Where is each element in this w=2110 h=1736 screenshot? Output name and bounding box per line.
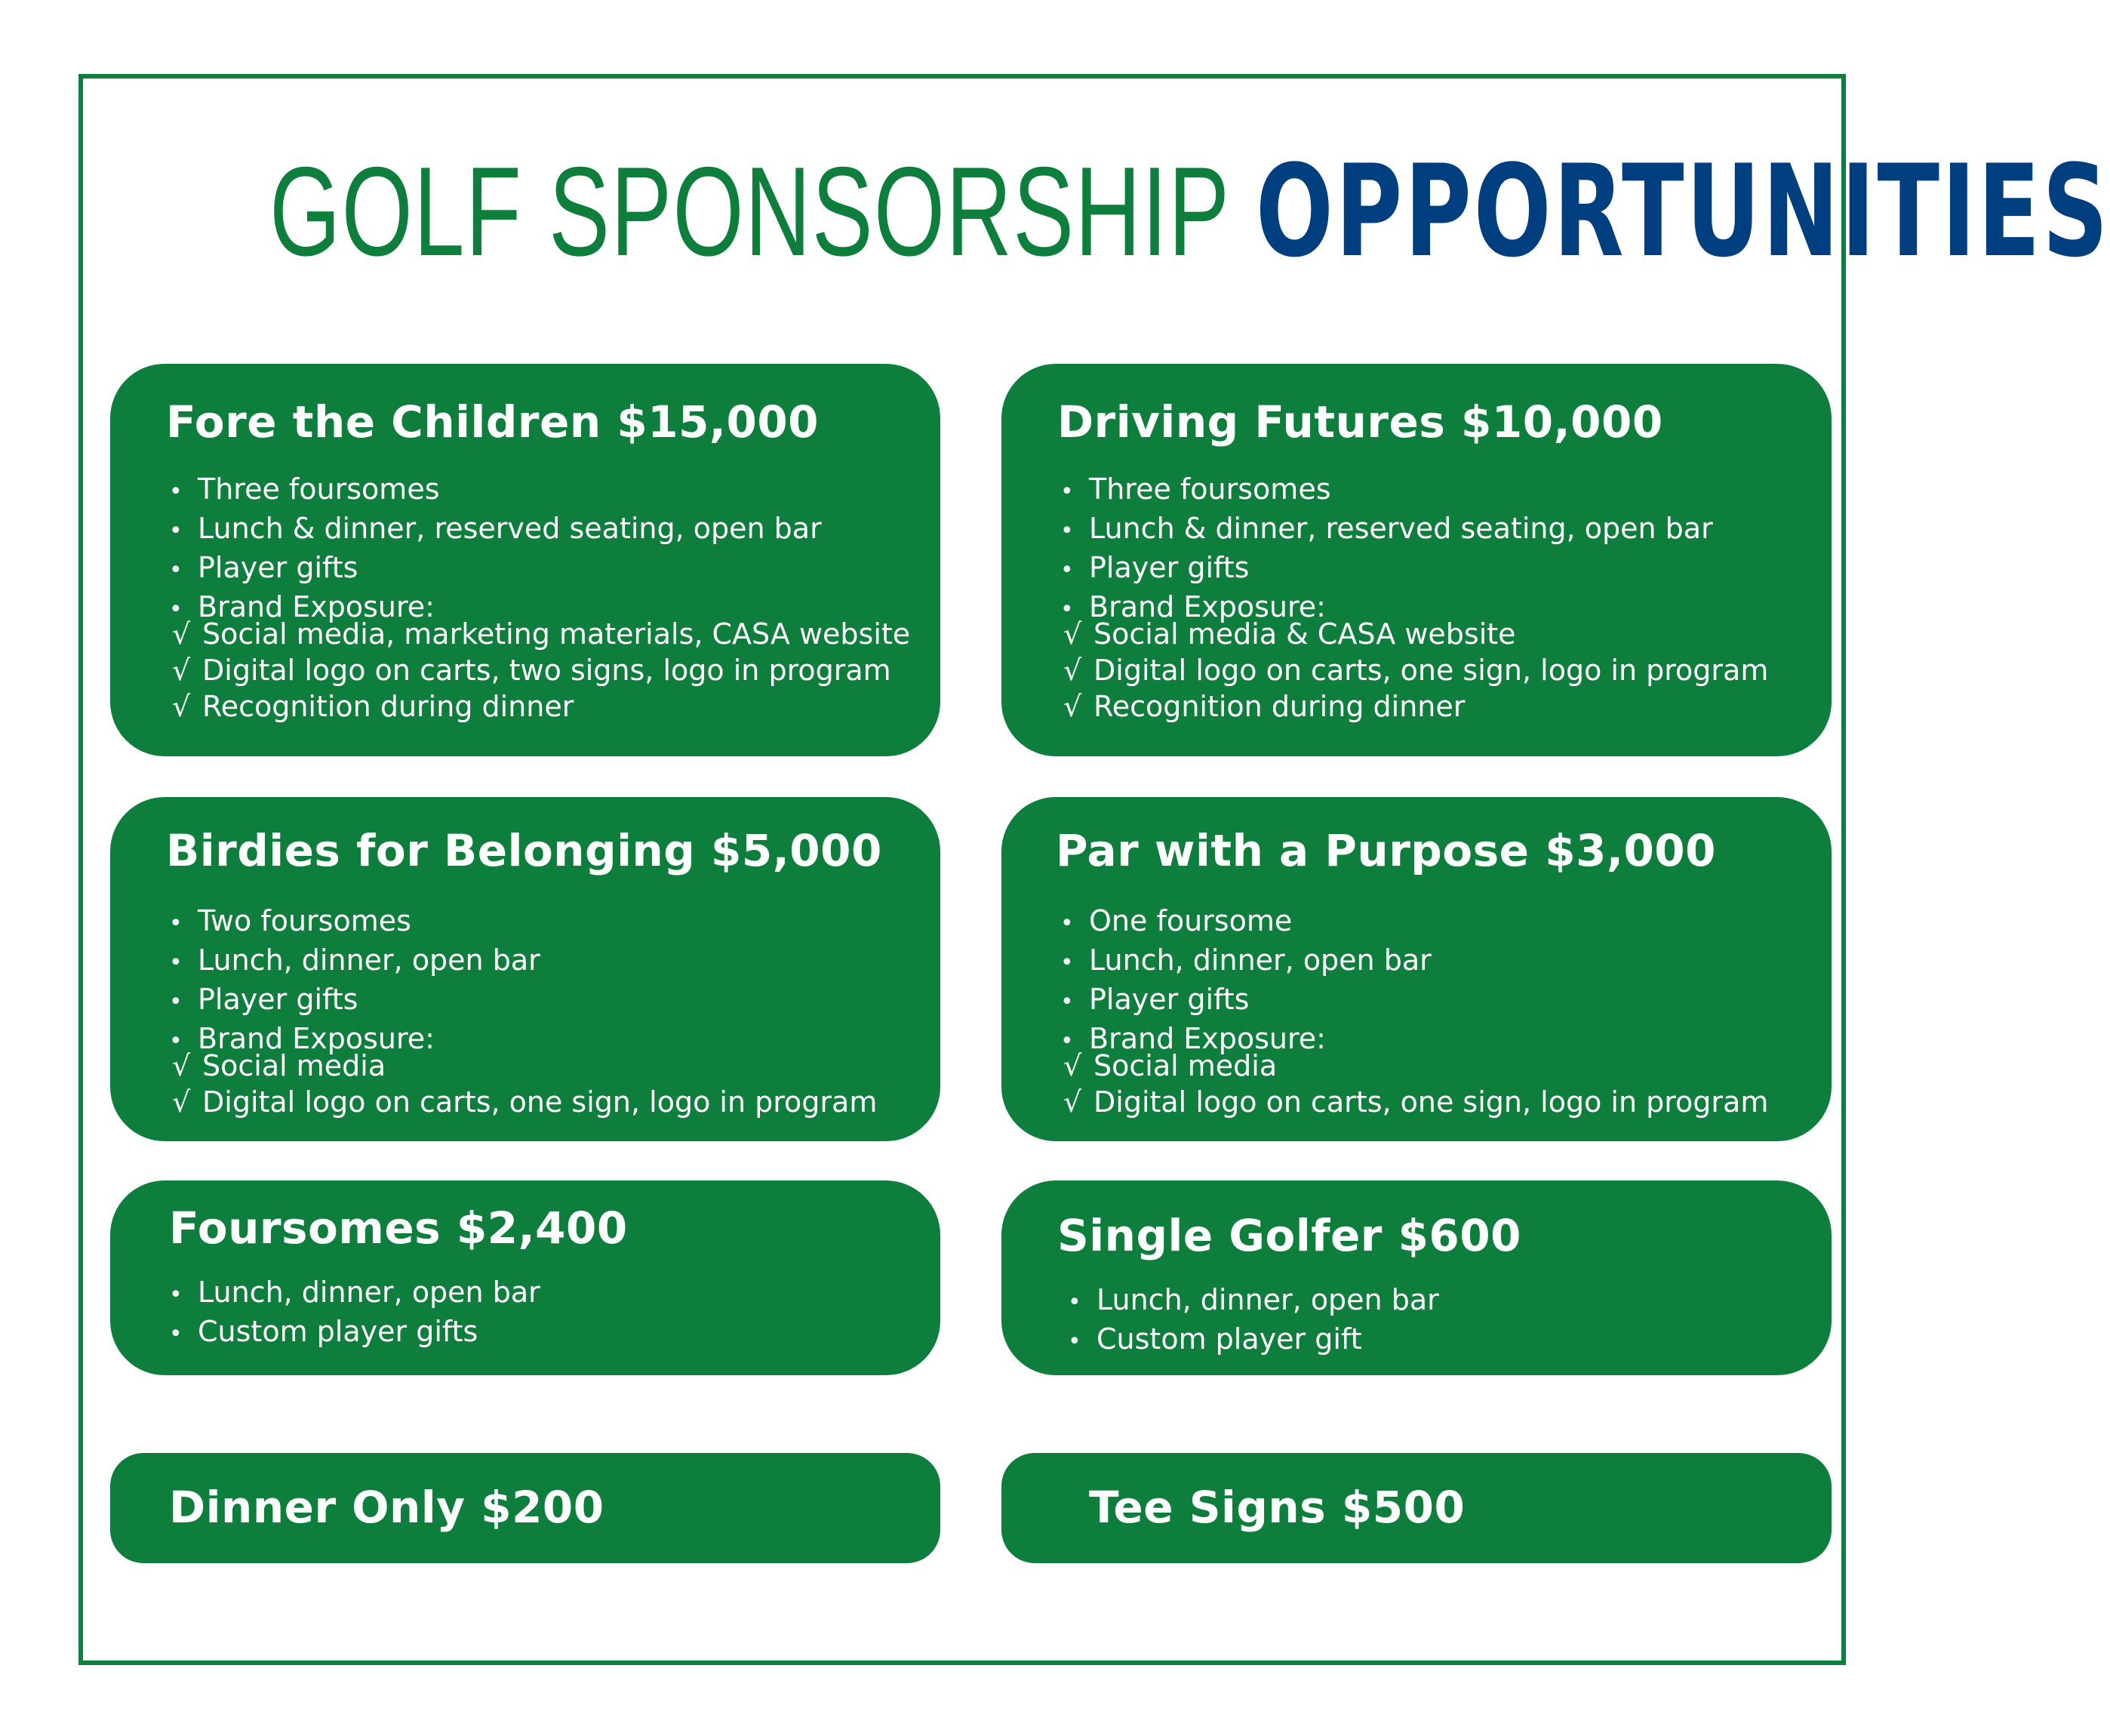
- list-item: • Brand Exposure:: [1060, 1020, 1432, 1060]
- list-item: • Custom player gift: [1068, 1321, 1439, 1360]
- check-icon: √: [1063, 690, 1082, 723]
- list-item: • Lunch, dinner, open bar: [1068, 1282, 1439, 1321]
- list-item: • Three foursomes: [169, 471, 822, 510]
- list-item: • Player gifts: [1060, 549, 1713, 589]
- sponsorship-card-dinner-only: [110, 1453, 940, 1563]
- list-item: • Lunch, dinner, open bar: [1060, 942, 1432, 981]
- list-item: • Player gifts: [169, 549, 822, 589]
- list-item: √ Social media: [1063, 1049, 1278, 1082]
- list-item: • Lunch, dinner, open bar: [169, 1274, 540, 1313]
- check-icon: √: [1063, 654, 1082, 687]
- card-title: Birdies for Belonging $5,000: [166, 825, 882, 876]
- list-item: √ Social media, marketing materials, CASA website: [172, 617, 911, 651]
- list-item: • Lunch & dinner, reserved seating, open bar: [1060, 510, 1713, 549]
- card-title: Par with a Purpose $3,000: [1056, 825, 1717, 876]
- card-title: Fore the Children $15,000: [166, 396, 820, 448]
- bullet-icon: •: [169, 910, 183, 937]
- bullet-icon: •: [1060, 479, 1074, 505]
- exposure-list: [1063, 616, 1768, 725]
- benefit-list: [169, 1274, 540, 1353]
- list-item: √ Digital logo on carts, one sign, logo in program: [1063, 654, 1769, 687]
- bullet-icon: •: [169, 989, 183, 1015]
- sponsorship-card-fore-the-children: [110, 364, 940, 756]
- list-item: √ Digital logo on carts, two signs, logo in program: [172, 654, 891, 687]
- card-title: Dinner Only $200: [169, 1482, 604, 1533]
- exposure-list: [1063, 1048, 1768, 1120]
- bullet-icon: •: [169, 479, 183, 505]
- sponsorship-card-single-golfer: [1001, 1180, 1832, 1375]
- bullet-icon: •: [1060, 557, 1074, 583]
- sponsorship-card-foursomes: [110, 1180, 940, 1375]
- bullet-icon: •: [169, 557, 183, 583]
- check-icon: √: [172, 1085, 191, 1119]
- check-icon: √: [172, 617, 191, 651]
- bullet-icon: •: [169, 596, 183, 623]
- bullet-icon: •: [169, 1321, 183, 1347]
- list-item: √ Recognition during dinner: [1063, 690, 1466, 723]
- card-title: Driving Futures $10,000: [1057, 396, 1663, 448]
- list-item: • Lunch, dinner, open bar: [169, 942, 540, 981]
- check-icon: √: [172, 1049, 191, 1082]
- bullet-icon: •: [1060, 1028, 1074, 1054]
- sponsorship-card-birdies-for-belonging: [110, 797, 940, 1141]
- exposure-list: [172, 616, 910, 725]
- check-icon: √: [1063, 617, 1082, 651]
- list-item: • Player gifts: [1060, 981, 1432, 1020]
- exposure-list: [172, 1048, 877, 1120]
- list-item: • One foursome: [1060, 903, 1432, 942]
- bullet-icon: •: [1060, 910, 1074, 937]
- benefit-list: [169, 471, 822, 628]
- check-icon: √: [1063, 1049, 1082, 1082]
- bullet-icon: •: [1068, 1289, 1081, 1316]
- benefit-list: [1068, 1282, 1439, 1360]
- list-item: • Brand Exposure:: [169, 589, 822, 628]
- bullet-icon: •: [1060, 950, 1074, 976]
- benefit-list: [169, 903, 540, 1060]
- list-item: • Lunch & dinner, reserved seating, open bar: [169, 510, 822, 549]
- card-title: Single Golfer $600: [1057, 1210, 1521, 1261]
- title-light-part: GOLF SPONSORSHIP: [269, 140, 1231, 282]
- card-title: Foursomes $2,400: [169, 1202, 628, 1254]
- bullet-icon: •: [1060, 518, 1074, 544]
- bullet-icon: •: [169, 950, 183, 976]
- list-item: √ Social media & CASA website: [1063, 617, 1516, 651]
- sponsorship-card-driving-futures: [1001, 364, 1832, 756]
- list-item: √ Digital logo on carts, one sign, logo in program: [172, 1085, 878, 1119]
- bullet-icon: •: [169, 1282, 183, 1308]
- page-title: [269, 137, 2110, 285]
- benefit-list: [1060, 903, 1432, 1060]
- list-item: • Custom player gifts: [169, 1313, 540, 1353]
- bullet-icon: •: [169, 1028, 183, 1054]
- list-item: • Two foursomes: [169, 903, 540, 942]
- list-item: √ Social media: [172, 1049, 386, 1082]
- sponsorship-card-tee-signs: [1001, 1453, 1832, 1563]
- check-icon: √: [172, 654, 191, 687]
- list-item: • Brand Exposure:: [169, 1020, 540, 1060]
- bullet-icon: •: [169, 518, 183, 544]
- list-item: • Three foursomes: [1060, 471, 1713, 510]
- sponsorship-card-par-with-a-purpose: [1001, 797, 1832, 1141]
- check-icon: √: [1063, 1085, 1082, 1119]
- list-item: √ Recognition during dinner: [172, 690, 574, 723]
- bullet-icon: •: [1060, 596, 1074, 623]
- bullet-icon: •: [1068, 1328, 1081, 1355]
- benefit-list: [1060, 471, 1713, 628]
- list-item: √ Digital logo on carts, one sign, logo in program: [1063, 1085, 1769, 1119]
- list-item: • Brand Exposure:: [1060, 589, 1713, 628]
- title-bold-part: OPPORTUNITIES: [1255, 137, 2110, 285]
- check-icon: √: [172, 690, 191, 723]
- list-item: • Player gifts: [169, 981, 540, 1020]
- card-title: Tee Signs $500: [1089, 1482, 1466, 1533]
- bullet-icon: •: [1060, 989, 1074, 1015]
